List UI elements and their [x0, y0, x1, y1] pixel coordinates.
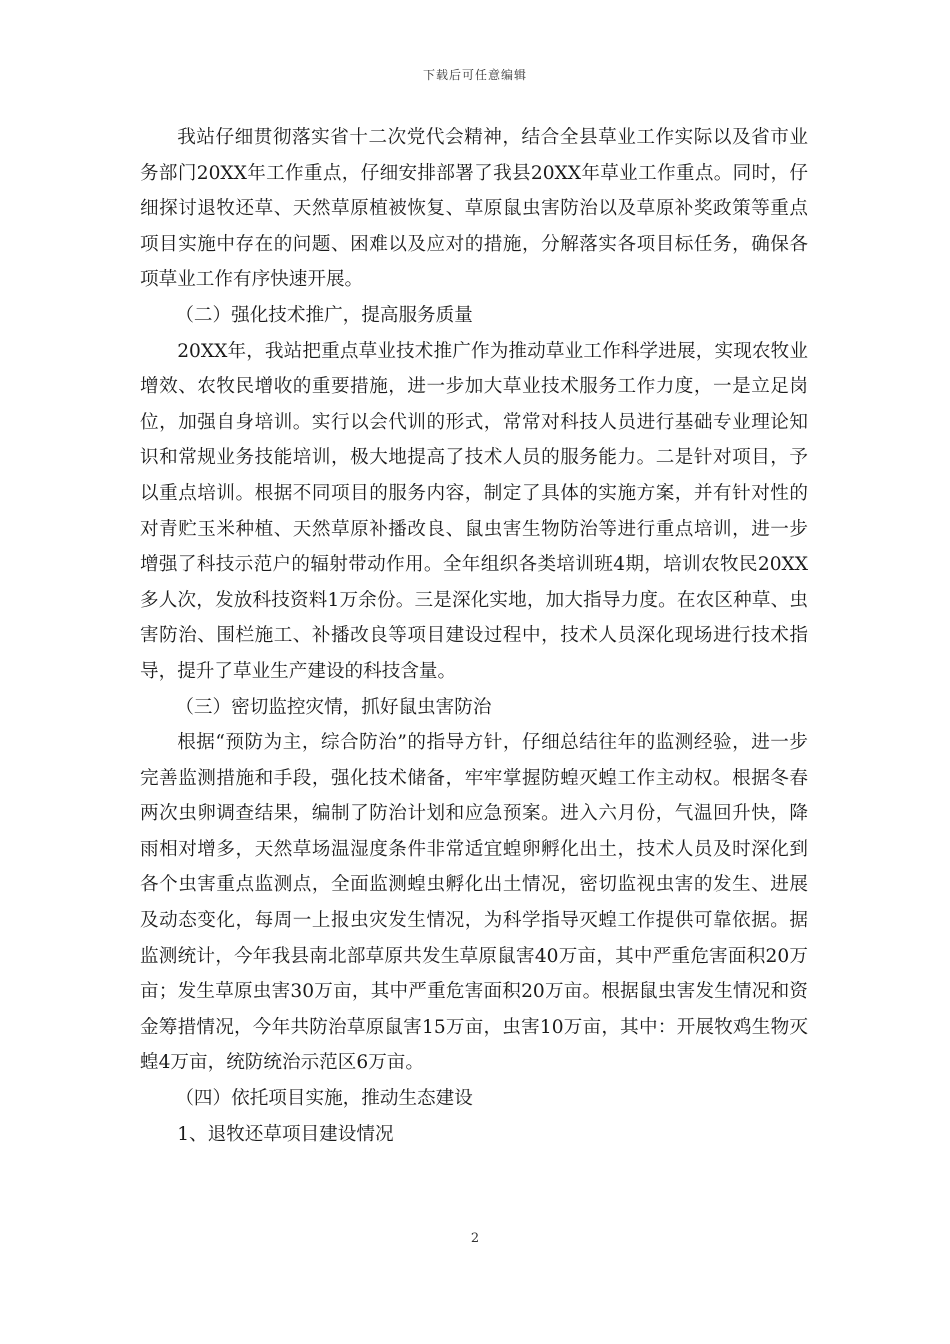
section-heading-2: （二）强化技术推广，提高服务质量 [175, 304, 473, 326]
page-number: 2 [470, 1231, 480, 1246]
paragraph-pest-control: 根据“预防为主，综合防治”的指导方针，仔细总结往年的监测经验，进一步完善监测措施和手段，强化技术储备，牢牢掌握防蝗灭蝗工作主动权。根据冬春两次虫卵调查结果，编制了防治计划和应急预案。进入六月份，气温回升快，降雨相对增多，天然草场温湿度条件非常适宜蝗卵孵化出土，技术人员及时深化到各个虫害重点监测点，全面监测蝗虫孵化出土情况，密切监视虫害的发生、进展及动态变化，每周一上报虫灾发生情况，为科学指导灭蝗工作提供可靠依据。据监测统计，今年我县南北部草原共发生草原鼠害40万亩，其中严重危害面积20万亩；发生草原虫害30万亩，其中严重危害面积20万亩。根据鼠虫害发生情况和资金筹措情况，今年共防治草原鼠害15万亩，虫害10万亩，其中：开展牧鸡生物灭蝗4万亩，统防统治示范区6万亩。 [140, 732, 808, 1074]
page-header-note: 下载后可任意编辑 [422, 68, 527, 82]
paragraph-tech-promotion: 20XX年，我站把重点草业技术推广作为推动草业工作科学进展，实现农牧业增效、农牧民增收的重要措施，进一步加大草业技术服务工作力度，一是立足岗位，加强自身培训。实行以会代训的形式，常常对科技人员进行基础专业理论知识和常规业务技能培训，极大地提高了技术人员的服务能力。二是针对项目，予以重点培训。根据不同项目的服务内容，制定了具体的实施方案，并有针对性的对青贮玉米种植、天然草原补播改良、鼠虫害生物防治等进行重点培训，进一步增强了科技示范户的辐射带动作用。全年组织各类培训班4期，培训农牧民20XX多人次，发放科技资料1万余份。三是深化实地，加大指导力度。在农区种草、虫害防治、围栏施工、补播改良等项目建设过程中，技术人员深化现场进行技术指导，提升了草业生产建设的科技含量。 [140, 340, 808, 682]
section-heading-3: （三）密切监控灾情，抓好鼠虫害防治 [175, 696, 492, 718]
subsection-heading-1: 1、退牧还草项目建设情况 [177, 1123, 394, 1145]
paragraph-summary: 我站仔细贯彻落实省十二次党代会精神，结合全县草业工作实际以及省市业务部门20XX年工作重点，仔细安排部署了我县20XX年草业工作重点。同时，仔细探讨退牧还草、天然草原植被恢复、草原鼠虫害防治以及草原补奖政策等重点项目实施中存在的问题、困难以及应对的措施，分解落实各项目标任务，确保各项草业工作有序快速开展。 [140, 127, 808, 291]
section-heading-4: （四）依托项目实施，推动生态建设 [175, 1088, 473, 1110]
document-body [140, 120, 808, 1152]
